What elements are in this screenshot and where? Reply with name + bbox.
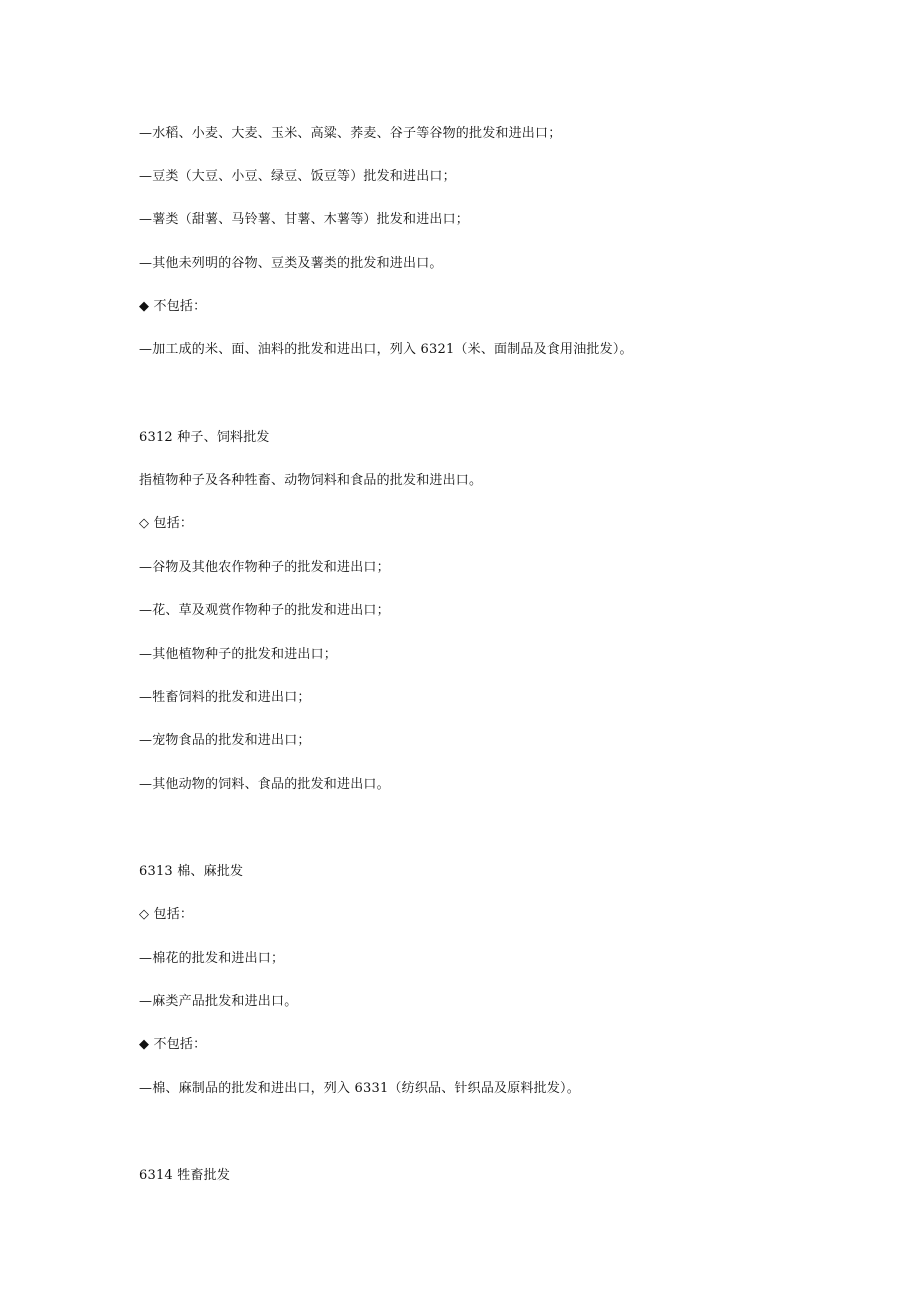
text-line-ornamental-seeds: —花、草及观赏作物种子的批发和进出口； <box>139 603 390 618</box>
text-line-grain-items: —水稻、小麦、大麦、玉米、高粱、荞麦、谷子等谷物的批发和进出口； <box>139 126 562 141</box>
section-heading-6312: 6312 种子、饲料批发 <box>139 430 270 445</box>
section-description-6312: 指植物种子及各种牲畜、动物饲料和食品的批发和进出口。 <box>139 473 483 488</box>
text-line-other-animal-feed: —其他动物的饲料、食品的批发和进出口。 <box>139 777 390 792</box>
text-line-beans: —豆类（大豆、小豆、绿豆、饭豆等）批发和进出口； <box>139 169 456 184</box>
inclusion-heading: ◇ 包括： <box>139 907 194 922</box>
inclusion-heading: ◇ 包括： <box>139 516 194 531</box>
text-line-other-seeds: —其他植物种子的批发和进出口； <box>139 647 338 662</box>
text-line-tubers: —薯类（甜薯、马铃薯、甘薯、木薯等）批发和进出口； <box>139 212 470 227</box>
text-line-cotton: —棉花的批发和进出口； <box>139 951 285 966</box>
text-line-hemp: —麻类产品批发和进出口。 <box>139 994 298 1009</box>
text-line-pet-food: —宠物食品的批发和进出口； <box>139 733 311 748</box>
text-line-crop-seeds: —谷物及其他农作物种子的批发和进出口； <box>139 560 390 575</box>
text-line-textile-exclusion: —棉、麻制品的批发和进出口，列入 6331（纺织品、针织品及原料批发）。 <box>139 1081 580 1096</box>
section-heading-6313: 6313 棉、麻批发 <box>139 864 244 879</box>
exclusion-heading: ◆ 不包括： <box>139 1037 207 1052</box>
section-heading-6314: 6314 牲畜批发 <box>139 1168 231 1183</box>
text-line-livestock-feed: —牲畜饲料的批发和进出口； <box>139 690 311 705</box>
text-line-other-grains: —其他未列明的谷物、豆类及薯类的批发和进出口。 <box>139 256 443 271</box>
exclusion-heading: ◆ 不包括： <box>139 299 207 314</box>
text-line-processed-exclusion: —加工成的米、面、油料的批发和进出口，列入 6321（米、面制品及食用油批发）。 <box>139 342 633 357</box>
